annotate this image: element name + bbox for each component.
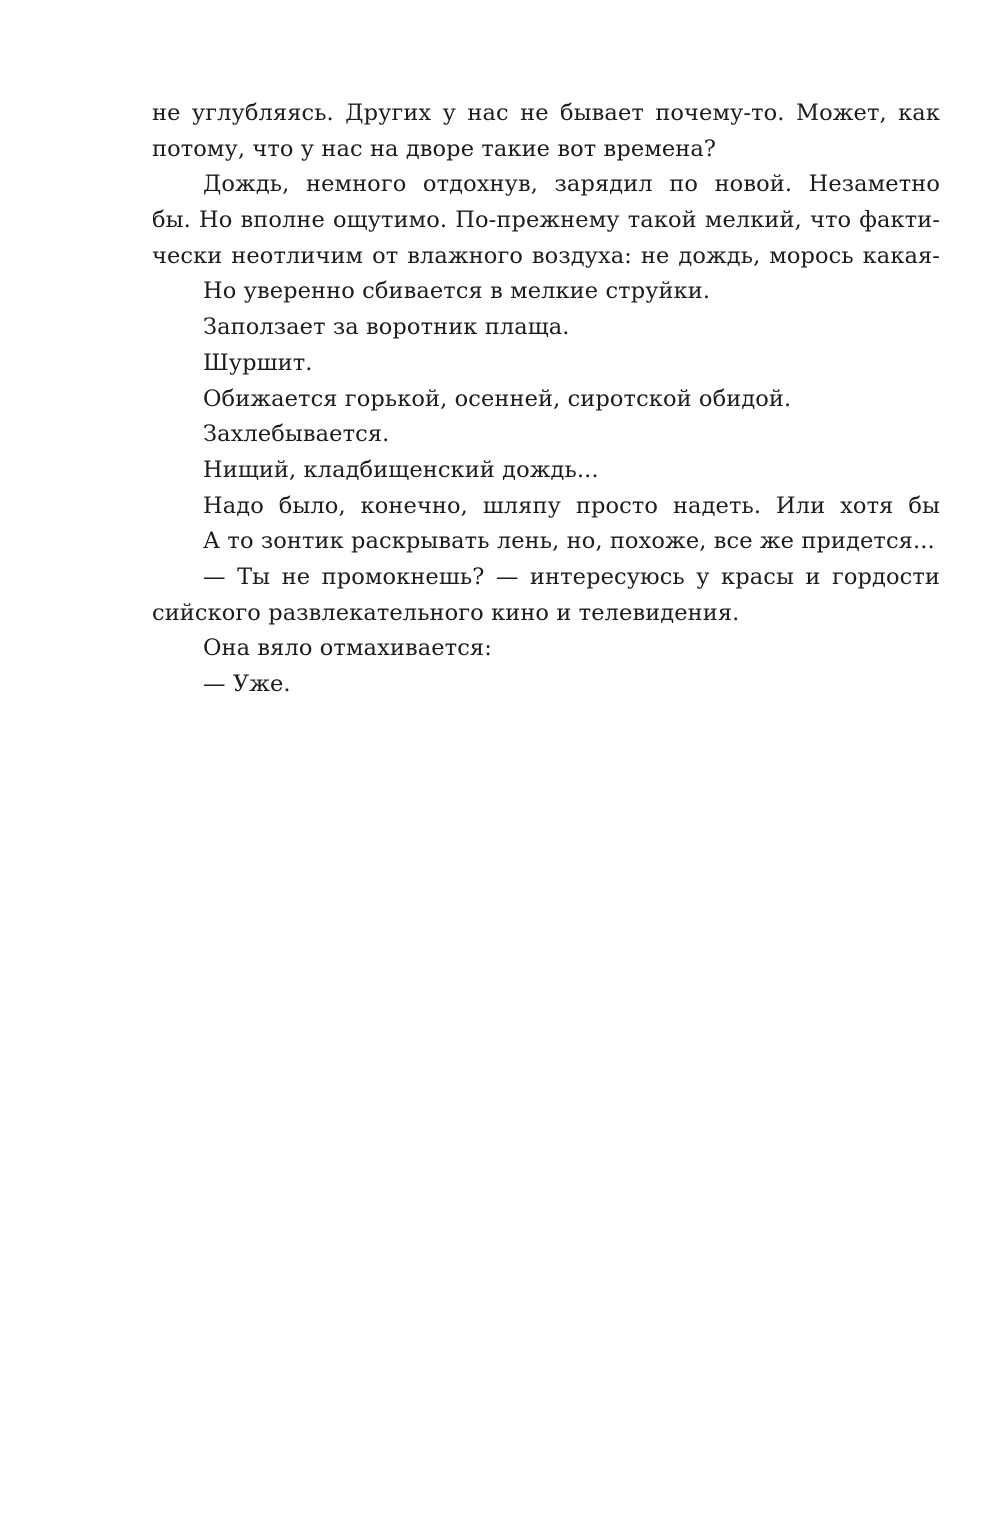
text-line: Нищий, кладбищенский дождь...	[203, 456, 599, 483]
text-line: потому, что у нас на дворе такие вот времена?	[152, 135, 717, 162]
text-line: Заползает за воротник плаща.	[203, 314, 570, 341]
text-line: чески неотличим от влажного воздуха: не дождь, морось какая-	[152, 242, 940, 269]
text-line: не углубляясь. Других у нас не бывает почему-то. Может, как	[152, 100, 940, 126]
text-line: сийского развлекательного кино и телевидения.	[152, 599, 740, 626]
text-line: — Уже.	[203, 671, 291, 697]
text-line: — Ты не промокнешь? — интересуюсь у красы и гордости	[203, 563, 940, 590]
text-line: Обижается горькой, осенней, сиротской обидой.	[203, 385, 792, 412]
text-line: Захлебывается.	[203, 421, 390, 448]
text-line: Но уверенно сбивается в мелкие струйки.	[203, 278, 711, 305]
body-text	[152, 96, 940, 703]
text-line: Надо было, конечно, шляпу просто надеть. Или хотя бы	[203, 492, 940, 519]
text-line: А то зонтик раскрывать лень, но, похоже, все же придется...	[203, 528, 935, 555]
text-line: бы. Но вполне ощутимо. По-прежнему такой мелкий, что факти-	[152, 207, 940, 234]
text-line: Шуршит.	[203, 349, 313, 376]
text-line: Дождь, немного отдохнув, зарядил по новой. Незаметно	[203, 171, 940, 198]
text-line: Она вяло отмахивается:	[203, 635, 492, 662]
